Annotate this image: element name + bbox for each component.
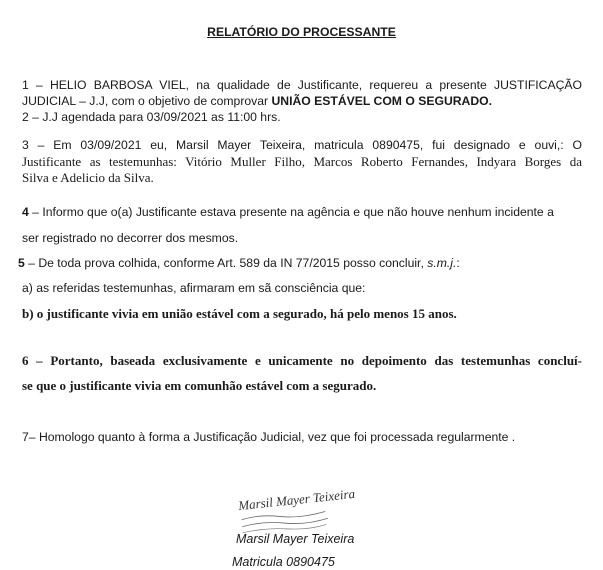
- item-4-text: – Informo que o(a) Justificante estava presente na agência e que não houve nenhum incidente a: [28, 205, 554, 219]
- item-2: 2 – J.J agendada para 03/09/2021 as 11:00 hrs.: [22, 110, 281, 124]
- document-title: RELATÓRIO DO PROCESSANTE: [207, 25, 396, 39]
- item-3-line-1: 3 – Em 03/09/2021 eu, Marsil Mayer Teixeira, matricula 0890475, fui designado e ouvi,: O: [22, 138, 582, 152]
- item-5-colon: :: [456, 256, 460, 270]
- signer-name: Marsil Mayer Teixeira: [236, 532, 355, 546]
- item-1-line-2-text: JUDICIAL – J.J, com o objetivo de comprovar: [22, 94, 272, 108]
- signature-block: [0, 480, 603, 570]
- item-1-line-1: 1 – HELIO BARBOSA VIEL, na qualidade de Justificante, requereu a presente JUSTIFICAÇÃO: [22, 78, 582, 92]
- item-a: a) as referidas testemunhas, afirmaram em sã consciência que:: [22, 281, 366, 295]
- item-6-line-2: se que o justificante vivia em comunhão estável com a segurado.: [22, 378, 377, 393]
- signer-matricula: Matricula 0890475: [232, 555, 335, 569]
- item-1-emphasis: UNIÃO ESTÁVEL COM O SEGURADO.: [271, 94, 493, 108]
- item-1-line-2: [22, 94, 492, 108]
- item-b: b) o justificante vivia em união estável com a segurado, há pelo menos 15 anos.: [22, 306, 457, 321]
- handwritten-signature: Marsil Mayer Teixeira: [237, 485, 356, 514]
- item-4-number: 4: [22, 205, 29, 219]
- item-3-line-3: Silva e Adelicio da Silva.: [22, 170, 154, 185]
- item-6-line-1: 6 – Portanto, baseada exclusivamente e unicamente no depoimento das testemunhas concluí-: [22, 353, 582, 368]
- item-5-text: – De toda prova colhida, conforme Art. 589 da IN 77/2015 posso concluir,: [24, 256, 428, 270]
- item-4-line-2: ser registrado no decorrer dos mesmos.: [22, 231, 239, 245]
- item-4-line-1: [22, 205, 554, 219]
- item-5: [18, 256, 460, 270]
- item-7: 7– Homologo quanto à forma a Justificação Judicial, vez que foi processada regularmente .: [22, 430, 516, 444]
- item-5-smj: s.m.j.: [427, 256, 457, 270]
- item-3-line-2: Justificante as testemunhas: Vitório Muller Filho, Marcos Roberto Fernandes, Indyara Borges da: [22, 154, 582, 169]
- item-5-number: 5: [18, 256, 25, 270]
